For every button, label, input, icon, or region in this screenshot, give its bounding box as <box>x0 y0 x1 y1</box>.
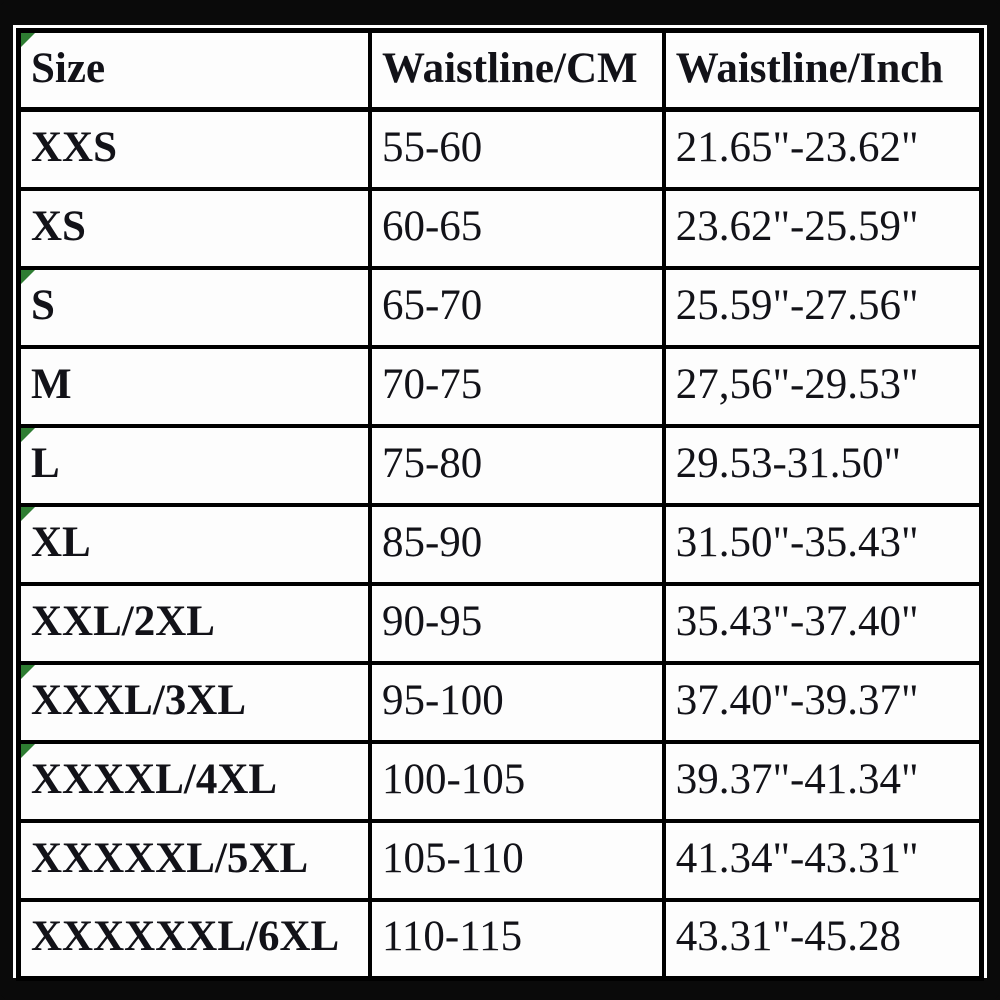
waistline-cm-cell: 60-65 <box>370 189 664 268</box>
table-row <box>19 426 982 505</box>
table-row <box>19 505 982 584</box>
excel-marker-icon <box>21 33 35 47</box>
waistline-inch-cell: 25.59"-27.56" <box>664 268 982 347</box>
size-chart-table <box>16 28 984 981</box>
waistline-inch-cell: 35.43"-37.40" <box>664 584 982 663</box>
table-row <box>19 821 982 900</box>
waistline-inch-cell: 43.31"-45.28 <box>664 900 982 979</box>
col-header-size <box>19 31 370 110</box>
size-label: XXXXL/4XL <box>31 755 278 803</box>
size-label: XXXL/3XL <box>31 676 247 724</box>
waistline-inch-cell: 27,56"-29.53" <box>664 347 982 426</box>
size-label: XXXXXXL/6XL <box>31 913 340 961</box>
waistline-cm-cell: 75-80 <box>370 426 664 505</box>
waistline-inch-cell: 29.53-31.50" <box>664 426 982 505</box>
size-cell <box>19 110 370 189</box>
size-cell <box>19 663 370 742</box>
size-cell <box>19 505 370 584</box>
size-label: XS <box>31 202 86 250</box>
waistline-inch-cell: 41.34"-43.31" <box>664 821 982 900</box>
waistline-inch-cell: 31.50"-35.43" <box>664 505 982 584</box>
excel-marker-icon <box>21 507 35 521</box>
col-header-waistline-inch: Waistline/Inch <box>664 31 982 110</box>
excel-marker-icon <box>21 428 35 442</box>
waistline-cm-cell: 70-75 <box>370 347 664 426</box>
size-label: XL <box>31 518 91 566</box>
size-label: XXXXXL/5XL <box>31 834 309 882</box>
waistline-inch-cell: 21.65"-23.62" <box>664 110 982 189</box>
waistline-inch-cell: 37.40"-39.37" <box>664 663 982 742</box>
size-label: XXS <box>31 123 118 171</box>
excel-marker-icon <box>21 270 35 284</box>
excel-marker-icon <box>21 744 35 758</box>
col-header-waistline-cm: Waistline/CM <box>370 31 664 110</box>
col-header-size-label: Size <box>31 44 106 92</box>
table-header <box>19 31 982 110</box>
table-row <box>19 742 982 821</box>
table-row <box>19 189 982 268</box>
size-cell <box>19 821 370 900</box>
waistline-cm-cell: 55-60 <box>370 110 664 189</box>
waistline-cm-cell: 100-105 <box>370 742 664 821</box>
table-body <box>19 110 982 979</box>
size-cell <box>19 189 370 268</box>
size-cell <box>19 742 370 821</box>
spreadsheet-area <box>13 25 987 978</box>
table-row <box>19 663 982 742</box>
waistline-cm-cell: 85-90 <box>370 505 664 584</box>
waistline-cm-cell: 105-110 <box>370 821 664 900</box>
size-label: L <box>31 439 60 487</box>
waistline-cm-cell: 90-95 <box>370 584 664 663</box>
table-row <box>19 584 982 663</box>
size-label: M <box>31 360 72 408</box>
waistline-cm-cell: 95-100 <box>370 663 664 742</box>
size-cell <box>19 426 370 505</box>
waistline-inch-cell: 39.37"-41.34" <box>664 742 982 821</box>
size-cell <box>19 347 370 426</box>
table-row <box>19 110 982 189</box>
waistline-inch-cell: 23.62"-25.59" <box>664 189 982 268</box>
size-label: XXL/2XL <box>31 597 215 645</box>
header-row <box>19 31 982 110</box>
table-row <box>19 347 982 426</box>
table-row <box>19 900 982 979</box>
excel-marker-icon <box>21 665 35 679</box>
size-label: S <box>31 281 55 329</box>
table-row <box>19 268 982 347</box>
waistline-cm-cell: 65-70 <box>370 268 664 347</box>
size-cell <box>19 268 370 347</box>
size-cell <box>19 900 370 979</box>
waistline-cm-cell: 110-115 <box>370 900 664 979</box>
size-cell <box>19 584 370 663</box>
